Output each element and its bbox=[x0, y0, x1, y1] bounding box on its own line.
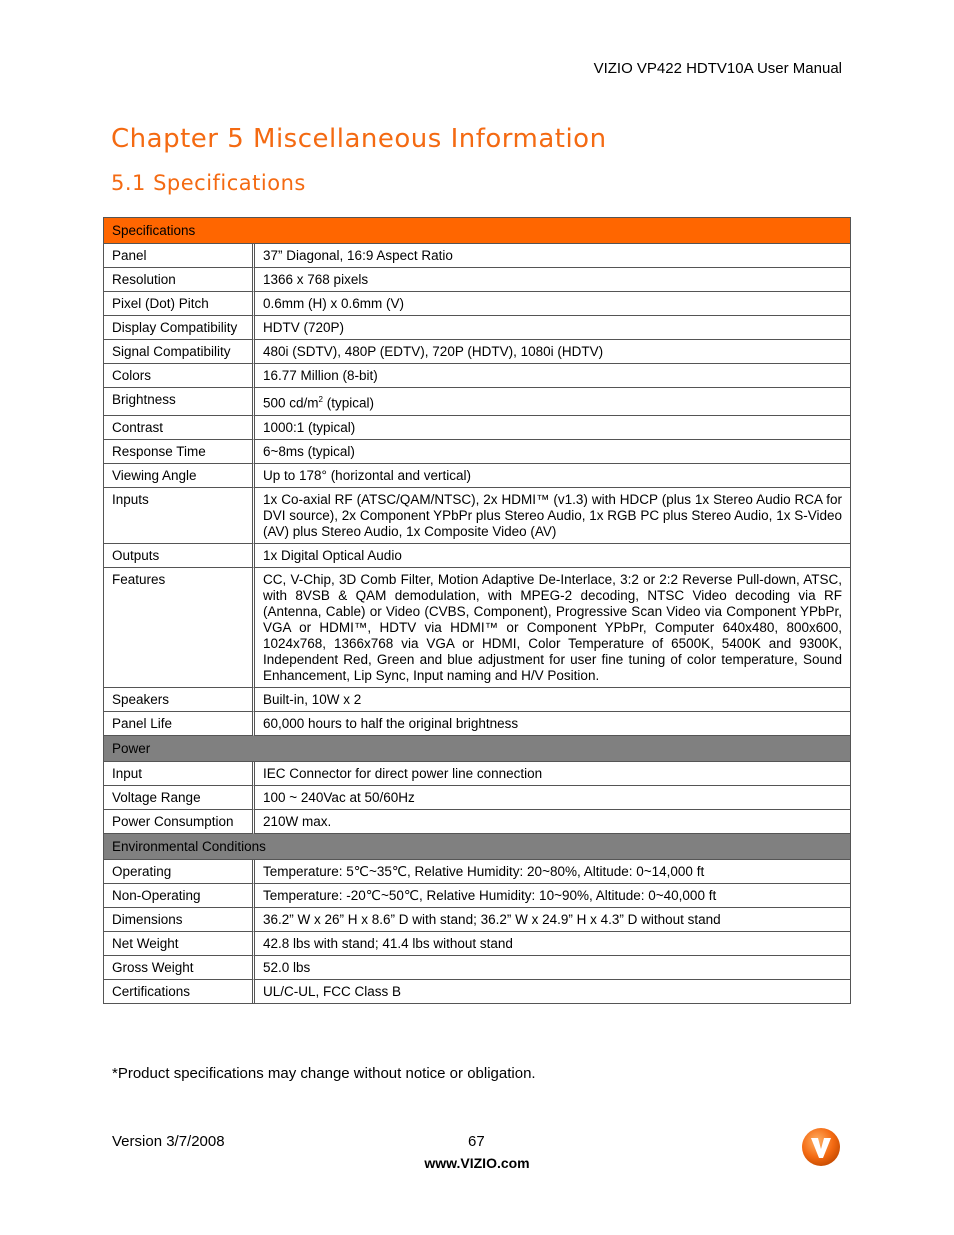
table-row bbox=[104, 956, 850, 980]
spec-value: UL/C-UL, FCC Class B bbox=[263, 983, 402, 999]
spec-value: 1366 x 768 pixels bbox=[255, 268, 850, 292]
spec-label: Viewing Angle bbox=[104, 464, 255, 488]
website-link[interactable]: www.VIZIO.com bbox=[424, 1155, 530, 1171]
table-row bbox=[104, 980, 850, 1003]
spec-value: Up to 178° (horizontal and vertical) bbox=[255, 464, 850, 488]
spec-label: Panel bbox=[104, 244, 255, 268]
spec-value: 210W max. bbox=[255, 810, 850, 834]
spec-label: Voltage Range bbox=[104, 786, 255, 810]
spec-label: Signal Compatibility bbox=[104, 340, 255, 364]
spec-value: 100 ~ 240Vac at 50/60Hz bbox=[255, 786, 850, 810]
section-header-label: Environmental Conditions bbox=[104, 834, 850, 860]
spec-label: Features bbox=[104, 568, 255, 688]
table-row bbox=[104, 762, 850, 786]
spec-label: Colors bbox=[104, 364, 255, 388]
table-row bbox=[104, 292, 850, 316]
specifications-table bbox=[103, 217, 851, 1004]
spec-value: HDTV (720P) bbox=[255, 316, 850, 340]
table-row bbox=[104, 488, 850, 544]
table-row bbox=[104, 544, 850, 568]
spec-label: Dimensions bbox=[104, 908, 255, 932]
version-label: Version 3/7/2008 bbox=[112, 1133, 225, 1150]
spec-value: 42.8 lbs with stand; 41.4 lbs without stand bbox=[255, 932, 850, 956]
table-row bbox=[104, 364, 850, 388]
section-title: 5.1 Specifications bbox=[111, 171, 306, 195]
spec-label: Display Compatibility bbox=[104, 316, 255, 340]
brightness-suffix: (typical) bbox=[322, 395, 374, 411]
spec-label: Inputs bbox=[104, 488, 255, 544]
spec-label: Certifications bbox=[104, 980, 255, 1003]
table-row bbox=[104, 568, 850, 688]
spec-label: Non-Operating bbox=[104, 884, 255, 908]
table-section-header-specifications bbox=[104, 218, 850, 244]
footnote: *Product specifications may change without notice or obligation. bbox=[112, 1065, 536, 1082]
spec-label: Brightness bbox=[104, 388, 255, 416]
spec-label: Panel Life bbox=[104, 712, 255, 736]
table-row bbox=[104, 388, 850, 416]
table-row bbox=[104, 316, 850, 340]
spec-value: 480i (SDTV), 480P (EDTV), 720P (HDTV), 1080i (HDTV) bbox=[255, 340, 850, 364]
spec-label: Gross Weight bbox=[104, 956, 255, 980]
spec-value bbox=[255, 388, 850, 416]
spec-value: 37” Diagonal, 16:9 Aspect Ratio bbox=[255, 244, 850, 268]
table-row bbox=[104, 464, 850, 488]
spec-value: Built-in, 10W x 2 bbox=[255, 688, 850, 712]
vizio-v-logo-icon bbox=[801, 1127, 841, 1167]
page-number: 67 bbox=[468, 1133, 485, 1150]
spec-label: Speakers bbox=[104, 688, 255, 712]
spec-value: 1x Co-axial RF (ATSC/QAM/NTSC), 2x HDMI™ (v1.3) with HDCP (plus 1x Stereo Audio RCA for DVI source), 2x Component YPbPr plus Stereo Audio, 1x RGB PC plus Stereo Audio, 1x S-Video (AV) plus Stereo Audio, 1x Composite Video (AV) bbox=[255, 488, 850, 544]
table-row bbox=[104, 932, 850, 956]
spec-value: CC, V-Chip, 3D Comb Filter, Motion Adaptive De-Interlace, 3:2 or 2:2 Reverse Pull-down, ATSC, with 8VSB & QAM demodulation, with MPEG-2 decoding, NTSC Video decoding via RF (Antenna, Cable) or Video (CVBS, Component), Progressive Scan Video via Component YPbPr, VGA or HDMI™, HDTV via HDMI™ or Component YPbPr, Computer 640x480, 800x600, 1024x768, 1366x768 via VGA or HDMI, Color Temperature of 6500K, 5400K and 9300K, Independent Red, Green and blue adjustment for user fine tuning of color temperature, Sound Enhancement, Lip Sync, Input naming and H/V Position. bbox=[255, 568, 850, 688]
spec-label: Operating bbox=[104, 860, 255, 884]
table-row bbox=[104, 860, 850, 884]
spec-value: Temperature: -20℃~50℃, Relative Humidity: 10~90%, Altitude: 0~40,000 ft bbox=[255, 884, 850, 908]
spec-value: IEC Connector for direct power line connection bbox=[255, 762, 850, 786]
table-section-header-power bbox=[104, 736, 850, 762]
spec-value: 60,000 hours to half the original brightness bbox=[255, 712, 850, 736]
table-row bbox=[104, 244, 850, 268]
spec-label: Net Weight bbox=[104, 932, 255, 956]
spec-value: 0.6mm (H) x 0.6mm (V) bbox=[255, 292, 850, 316]
brightness-value: 500 cd/m bbox=[263, 395, 319, 411]
superscript: 2 bbox=[318, 395, 323, 404]
table-row bbox=[104, 268, 850, 292]
table-row bbox=[104, 884, 850, 908]
spec-label: Outputs bbox=[104, 544, 255, 568]
spec-label: Contrast bbox=[104, 416, 255, 440]
table-row bbox=[104, 440, 850, 464]
spec-label: Power Consumption bbox=[104, 810, 255, 834]
table-section-header-environmental bbox=[104, 834, 850, 860]
table-row bbox=[104, 712, 850, 736]
spec-value: 1000:1 (typical) bbox=[255, 416, 850, 440]
spec-value: Temperature: 5℃~35℃, Relative Humidity: 20~80%, Altitude: 0~14,000 ft bbox=[255, 860, 850, 884]
spec-label: Response Time bbox=[104, 440, 255, 464]
spec-label: Input bbox=[104, 762, 255, 786]
spec-value: 52.0 lbs bbox=[255, 956, 850, 980]
table-row bbox=[104, 340, 850, 364]
table-row bbox=[104, 908, 850, 932]
spec-value: 36.2” W x 26” H x 8.6” D with stand; 36.2” W x 24.9” H x 4.3” D without stand bbox=[255, 908, 850, 932]
spec-label: Pixel (Dot) Pitch bbox=[104, 292, 255, 316]
section-header-label: Power bbox=[104, 736, 850, 762]
spec-label: Resolution bbox=[104, 268, 255, 292]
table-row bbox=[104, 810, 850, 834]
table-row bbox=[104, 786, 850, 810]
table-row bbox=[104, 416, 850, 440]
section-header-label: Specifications bbox=[104, 218, 850, 244]
chapter-title: Chapter 5 Miscellaneous Information bbox=[111, 124, 607, 154]
spec-value: 16.77 Million (8-bit) bbox=[255, 364, 850, 388]
spec-value: 1x Digital Optical Audio bbox=[255, 544, 850, 568]
document-title: VIZIO VP422 HDTV10A User Manual bbox=[593, 60, 842, 77]
spec-value: 6~8ms (typical) bbox=[255, 440, 850, 464]
table-row bbox=[104, 688, 850, 712]
